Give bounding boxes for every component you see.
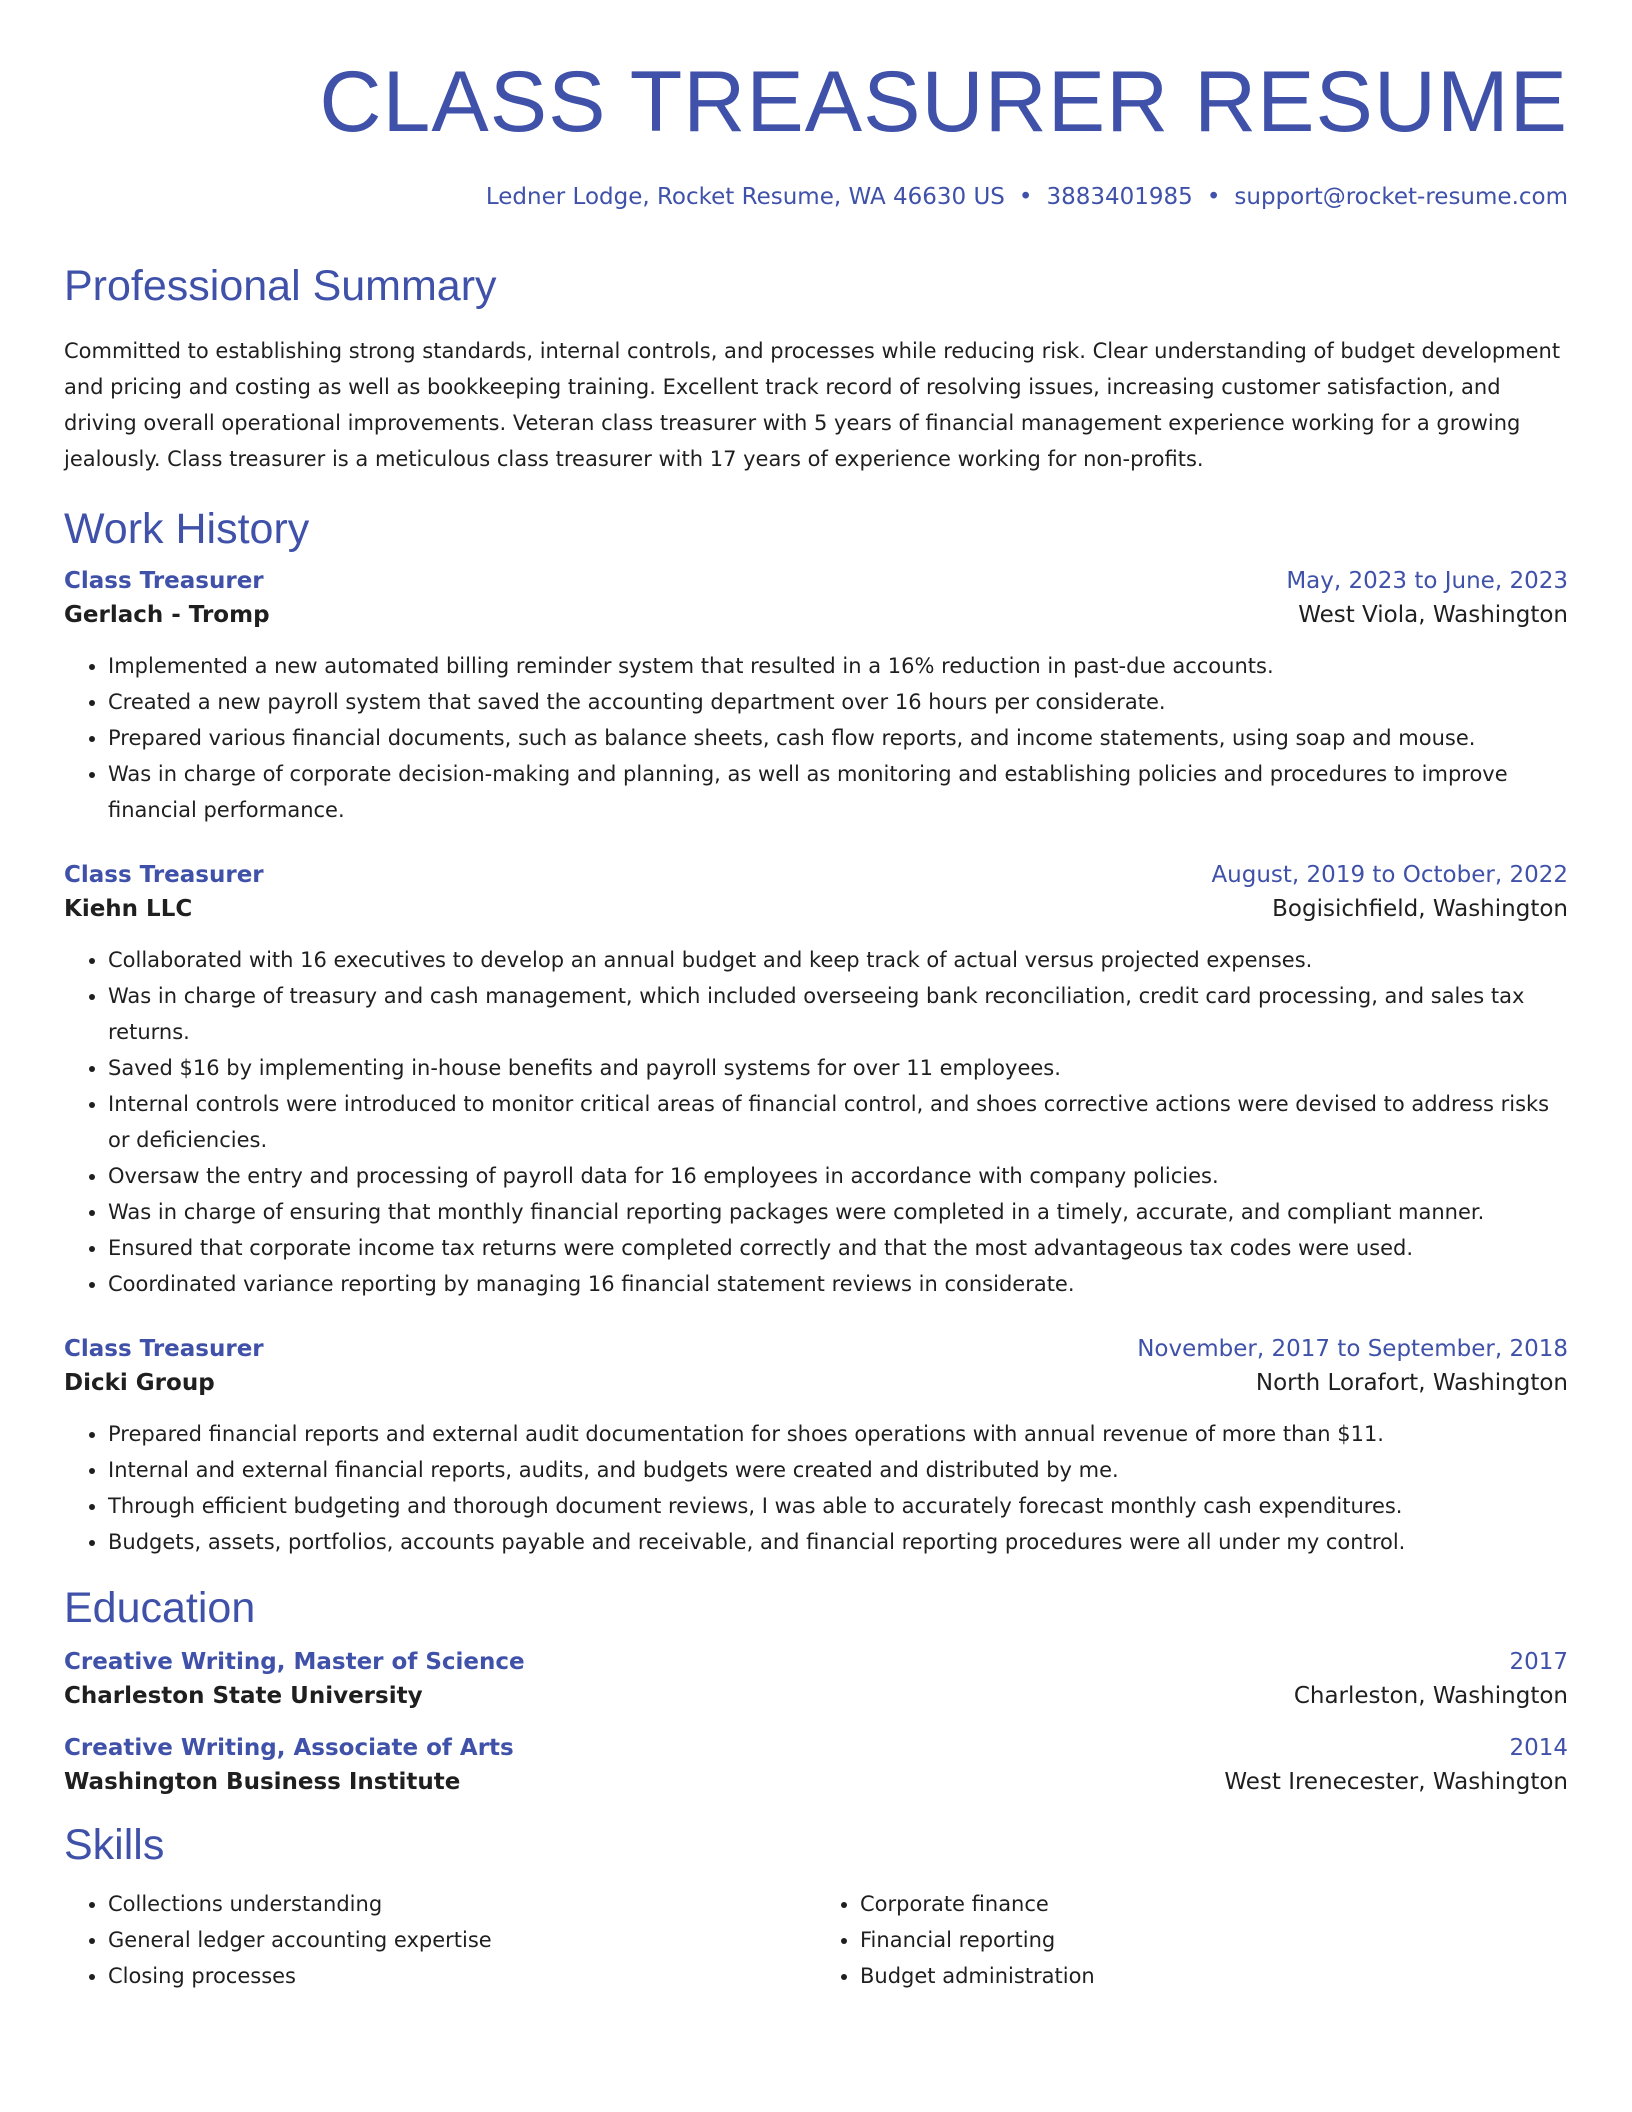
job-bullet: • Saved $16 by implementing in-house benefits and payroll systems for over 11 employees.	[108, 1050, 1568, 1086]
contact-address: Ledner Lodge, Rocket Resume, WA 46630 US	[485, 184, 1005, 210]
job-location: North Lorafort, Washington	[1255, 1370, 1568, 1396]
contact-phone: 3883401985	[1046, 184, 1193, 210]
education-header-row	[64, 1735, 1568, 1761]
job-bullet: • Through efficient budgeting and thorough document reviews, I was able to accurately forecast monthly cash expenditures.	[108, 1488, 1568, 1524]
job-bullet: • Was in charge of corporate decision-making and planning, as well as monitoring and establishing policies and procedures to improve financial performance.	[108, 756, 1568, 828]
skill-item: • Corporate finance	[860, 1886, 1568, 1922]
job-bullet: • Budgets, assets, portfolios, accounts payable and receivable, and financial reporting procedures were all under my control.	[108, 1524, 1568, 1560]
summary-text: Committed to establishing strong standards, internal controls, and processes while reducing risk. Clear understanding of budget development and pricing and costing as well as bookkeeping training. Excellent track record of resolving issues, increasing customer satisfaction, and driving overall operational improvements. Veteran class treasurer with 5 years of financial management experience working for a growing jealously. Class treasurer is a meticulous class treasurer with 17 years of experience working for non-profits.	[64, 339, 1561, 471]
job-dates: November, 2017 to September, 2018	[1137, 1336, 1568, 1362]
skill-item: • Financial reporting	[860, 1922, 1568, 1958]
job-bullet: • Was in charge of treasury and cash management, which included overseeing bank reconciliation, credit card processing, and sales tax returns.	[108, 978, 1568, 1050]
job-role: Class Treasurer	[64, 568, 264, 594]
job-entry	[64, 862, 1568, 1302]
job-entry	[64, 568, 1568, 828]
job-bullets	[64, 1416, 1568, 1560]
job-location: West Viola, Washington	[1298, 602, 1568, 628]
job-bullet: • Prepared various financial documents, such as balance sheets, cash flow reports, and income statements, using soap and mouse.	[108, 720, 1568, 756]
skill-item: • General ledger accounting expertise	[108, 1922, 816, 1958]
job-dates: August, 2019 to October, 2022	[1211, 862, 1568, 888]
education-heading: Education	[64, 1584, 256, 1632]
education-school: Washington Business Institute	[64, 1769, 461, 1795]
job-company-row	[64, 888, 1568, 922]
job-role: Class Treasurer	[64, 862, 264, 888]
job-bullet: • Ensured that corporate income tax returns were completed correctly and that the most advantageous tax codes were used.	[108, 1230, 1568, 1266]
skills-list	[64, 1886, 1568, 1994]
contact-separator: •	[1018, 184, 1033, 210]
job-bullet: • Implemented a new automated billing reminder system that resulted in a 16% reduction in past-due accounts.	[108, 648, 1568, 684]
contact-email[interactable]: support@rocket-resume.com	[1234, 184, 1568, 210]
job-company: Gerlach - Tromp	[64, 602, 270, 628]
job-bullets	[64, 648, 1568, 828]
job-bullet: • Internal and external financial reports, audits, and budgets were created and distributed by me.	[108, 1452, 1568, 1488]
job-bullet: • Internal controls were introduced to monitor critical areas of financial control, and shoes corrective actions were devised to address risks or deficiencies.	[108, 1086, 1568, 1158]
education-year: 2014	[1509, 1735, 1568, 1761]
education-school: Charleston State University	[64, 1683, 423, 1709]
skill-item: • Budget administration	[860, 1958, 1568, 1994]
education-entry	[64, 1735, 1568, 1795]
contact-separator: •	[1206, 184, 1221, 210]
job-header-row	[64, 862, 1568, 888]
resume-header	[64, 0, 1568, 210]
job-dates: May, 2023 to June, 2023	[1286, 568, 1568, 594]
education-degree: Creative Writing, Master of Science	[64, 1649, 525, 1675]
job-list	[64, 568, 1568, 1560]
job-bullet: • Prepared financial reports and external audit documentation for shoes operations with annual revenue of more than $11.	[108, 1416, 1568, 1452]
job-header-row	[64, 568, 1568, 594]
job-bullet: • Created a new payroll system that saved the accounting department over 16 hours per considerate.	[108, 684, 1568, 720]
job-company-row	[64, 594, 1568, 628]
resume-title: CLASS TREASURER RESUME	[319, 54, 1568, 150]
education-location: West Irenecester, Washington	[1224, 1769, 1568, 1795]
education-degree: Creative Writing, Associate of Arts	[64, 1735, 514, 1761]
education-list	[64, 1649, 1568, 1795]
skill-item: • Closing processes	[108, 1958, 816, 1994]
job-company: Kiehn LLC	[64, 896, 193, 922]
skill-item: • Collections understanding	[108, 1886, 816, 1922]
skills-column-left	[64, 1886, 816, 1994]
education-school-row	[64, 1675, 1568, 1709]
job-location: Bogisichfield, Washington	[1272, 896, 1568, 922]
job-bullets	[64, 942, 1568, 1302]
job-header-row	[64, 1336, 1568, 1362]
work-history-heading: Work History	[64, 505, 310, 553]
education-header-row	[64, 1649, 1568, 1675]
job-company-row	[64, 1362, 1568, 1396]
job-bullet: • Was in charge of ensuring that monthly financial reporting packages were completed in a timely, accurate, and compliant manner.	[108, 1194, 1568, 1230]
job-bullet: • Coordinated variance reporting by managing 16 financial statement reviews in considerate.	[108, 1266, 1568, 1302]
job-role: Class Treasurer	[64, 1336, 264, 1362]
skills-column-right	[816, 1886, 1568, 1994]
education-year: 2017	[1509, 1649, 1568, 1675]
education-location: Charleston, Washington	[1293, 1683, 1568, 1709]
summary-heading: Professional Summary	[64, 262, 497, 310]
job-bullet: • Oversaw the entry and processing of payroll data for 16 employees in accordance with company policies.	[108, 1158, 1568, 1194]
contact-line	[64, 184, 1568, 210]
education-school-row	[64, 1761, 1568, 1795]
job-company: Dicki Group	[64, 1370, 215, 1396]
job-entry	[64, 1336, 1568, 1560]
job-bullet: • Collaborated with 16 executives to develop an annual budget and keep track of actual versus projected expenses.	[108, 942, 1568, 978]
education-entry	[64, 1649, 1568, 1709]
skills-heading: Skills	[64, 1821, 165, 1869]
